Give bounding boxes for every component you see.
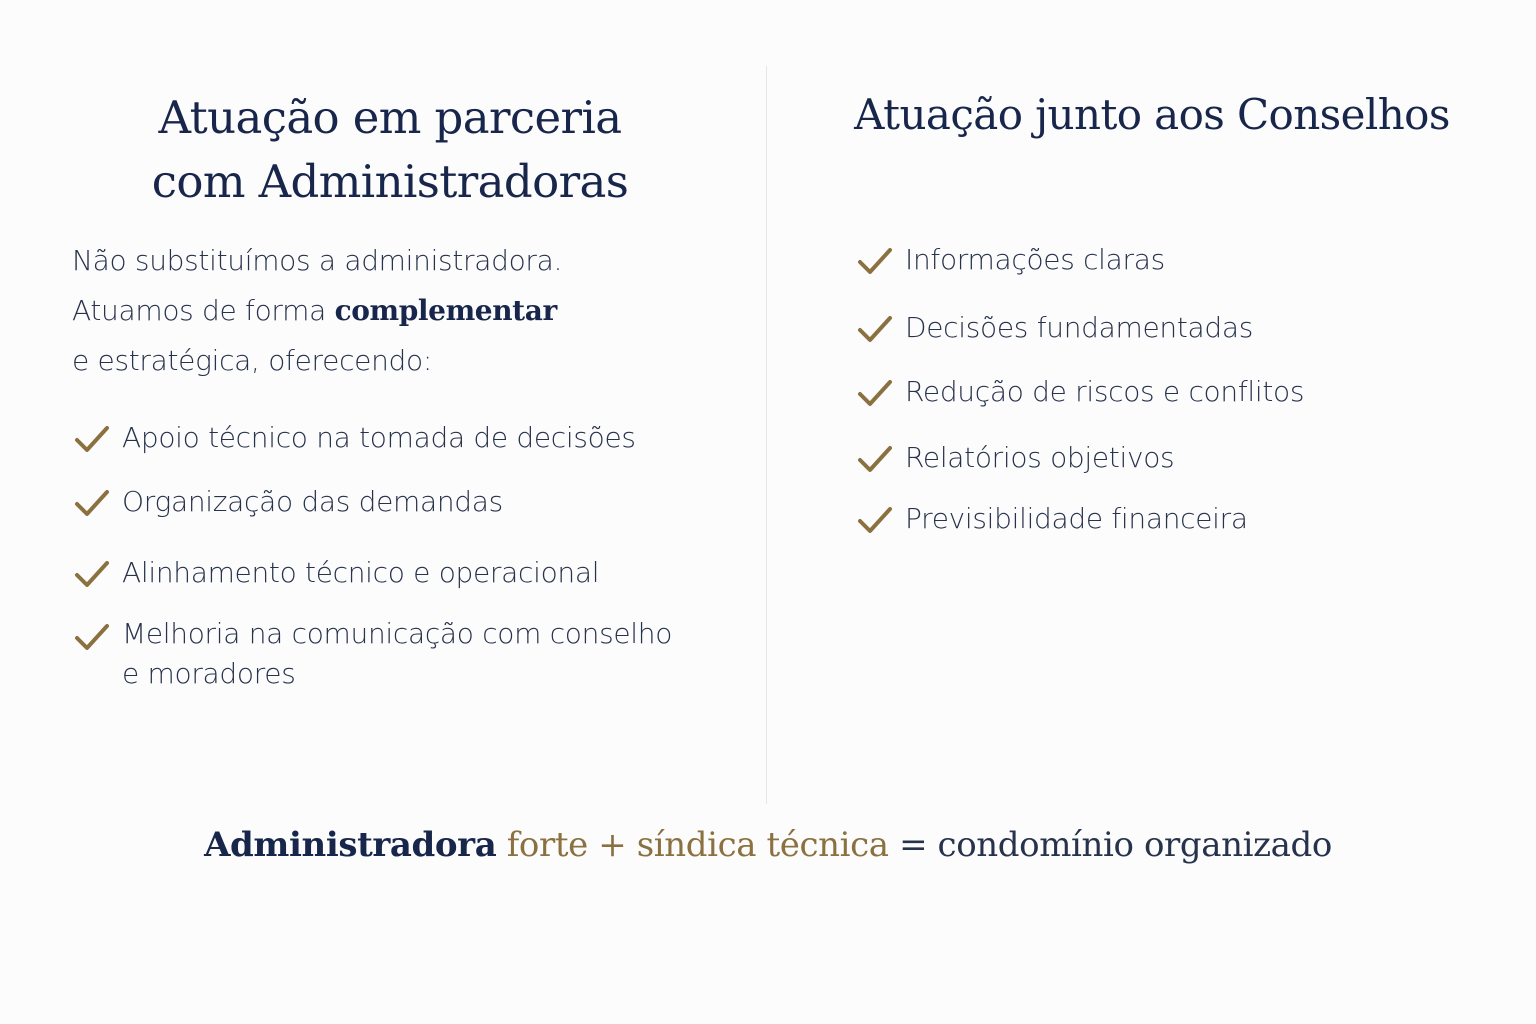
list-item-text: Decisões fundamentadas — [905, 311, 1253, 344]
check-icon — [74, 488, 110, 518]
section-title-administradoras — [120, 86, 660, 214]
intro-emphasis: complementar — [334, 294, 557, 327]
tagline-part-1: Administradora — [204, 825, 497, 865]
intro-line-2-prefix: Atuamos de forma — [72, 294, 335, 327]
tagline-part-3: = condomínio organizado — [899, 825, 1332, 865]
check-icon — [857, 314, 893, 344]
check-icon — [74, 622, 110, 652]
list-item-text: Relatórios objetivos — [905, 441, 1175, 474]
column-divider — [766, 66, 767, 804]
list-item-text: Melhoria na comunicação com conselho — [122, 617, 673, 650]
intro-line-1: Não substituímos a administradora. — [72, 244, 563, 277]
check-icon — [857, 505, 893, 535]
check-icon — [74, 559, 110, 589]
intro-line-3: e estratégica, oferecendo: — [72, 344, 432, 377]
list-item-text-continued: e moradores — [122, 657, 296, 690]
section-title-line-2: com Administradoras — [151, 155, 629, 208]
check-icon — [857, 444, 893, 474]
list-item-text: Organização das demandas — [122, 485, 503, 518]
list-item-text: Previsibilidade financeira — [905, 502, 1248, 535]
check-icon — [74, 424, 110, 454]
intro-paragraph — [72, 236, 712, 386]
tagline-part-2: forte + síndica técnica — [506, 825, 889, 865]
check-icon — [857, 246, 893, 276]
list-item-text: Informações claras — [905, 243, 1165, 276]
list-item-text: Alinhamento técnico e operacional — [122, 556, 600, 589]
section-title-line-1: Atuação em parceria — [158, 91, 622, 144]
intro-line-2 — [72, 286, 712, 336]
check-icon — [857, 378, 893, 408]
list-item-text: Apoio técnico na tomada de decisões — [122, 421, 636, 454]
list-item-text: Redução de riscos e conflitos — [905, 375, 1305, 408]
section-title-conselhos: Atuação junto aos Conselhos — [854, 90, 1450, 139]
tagline — [0, 820, 1536, 870]
